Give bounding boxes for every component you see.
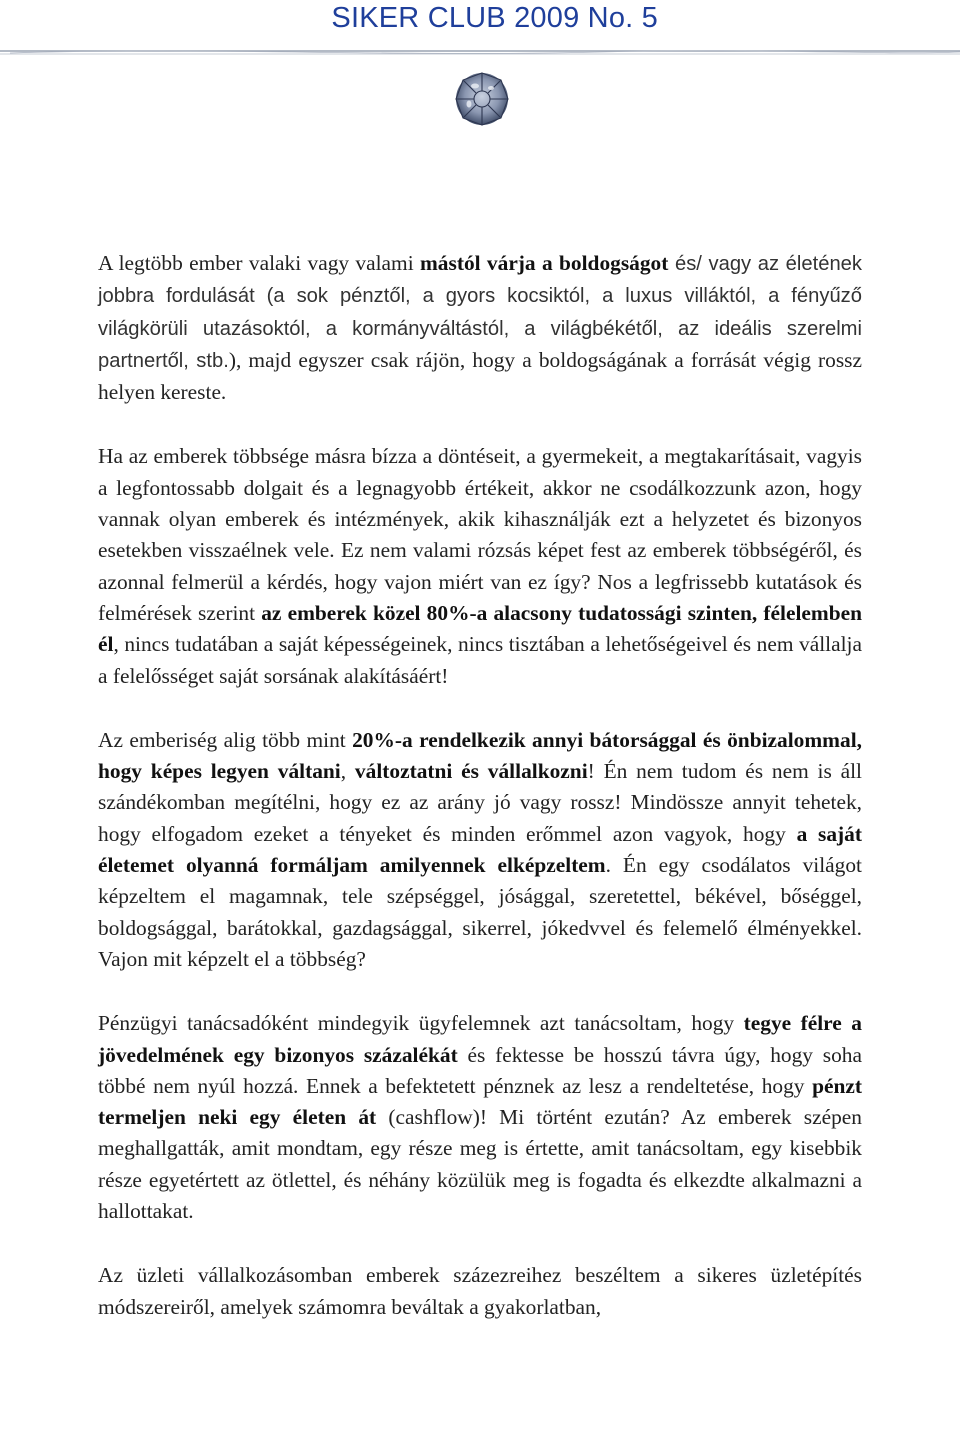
body-text: Az üzleti vállalkozásomban emberek százezreihez beszéltem a sikeres üzletépítés módszereiről, amelyek számomra beváltak a gyakorlatban,	[98, 1263, 862, 1319]
body-text: (cashflow)! Mi történt ezután? Az emberek szépen meghallgatták, amit mondtam, egy része meg is értette, amit tanácsoltam, egy kisebbik része egyetértett az ötlettel, és néhány közülük meg is fogadta és elkezdte alkalmazni a hallottakat.	[98, 1105, 862, 1224]
body-text: Pénzügyi tanácsadóként mindegyik ügyfelemnek azt tanácsoltam, hogy	[98, 1011, 744, 1036]
body-text: Az emberiség alig több mint	[98, 727, 353, 752]
body-text: és fektesse be hosszú távra úgy, hogy soha többé nem nyúl hozzá. Ennek a befektetett pénznek az lesz a rendeltetése, hogy	[98, 1042, 862, 1098]
paragraph-1	[98, 248, 862, 408]
body-text: . Én egy csodálatos világot képzeltem el magamnak, tele szépséggel, jósággal, szeretettel, békével, bőséggel, boldogsággal, barátokkal, gazdagsággal, sikerrel, jókedvvel és felemelő élményekkel. Vajon mit képzelt el a többség?	[98, 853, 862, 971]
emphasized-text: mástól várja a boldogságot	[419, 251, 669, 275]
body-text: , nincs tudatában a saját képességeinek, nincs tisztában a lehetőségeivel és nem vállalja a felelősséget saját sorsának alakításáért!	[98, 632, 862, 688]
article-body	[98, 248, 862, 1323]
emphasized-text: változtatni és vállalkozni	[354, 759, 588, 784]
body-text: és/ vagy az életének jobbra fordulását (a sok pénztől, a gyors kocsiktól, a luxus villáktól, a fényűző világkörüli utazásoktól, a kormányváltástól, a világbékétől, az ideális szerelmi partnertől, stb.	[98, 253, 863, 372]
paragraph-4	[98, 1008, 862, 1227]
body-text: ! Én nem tudom és nem is áll szándékomban megítélni, hogy ez az arány jó vagy rossz! Mindössze annyit tehetek, hogy elfogadom ezeket a tényeket és minden erőmmel azon vagyok, hogy	[98, 759, 863, 846]
paragraph-5	[98, 1260, 862, 1323]
emphasized-text: az emberek közel 80%-a alacsony tudatossági szinten, félelemben él	[98, 600, 862, 657]
emphasized-text: pénzt termeljen neki egy életen át	[98, 1073, 862, 1130]
emphasized-text: a saját életemet olyanná formáljam amilyennek elképzeltem	[98, 821, 862, 878]
page-header-title: SIKER CLUB 2009 No. 5	[331, 2, 658, 34]
paragraph-3	[98, 725, 862, 975]
emphasized-text: 20%-a rendelkezik annyi bátorsággal és önbizalommal, hogy képes legyen váltani	[98, 727, 862, 784]
body-text: ), majd egyszer csak rájön, hogy a boldogságának a forrását végig rossz helyen kereste.	[98, 347, 862, 405]
emphasized-text: tegye félre a jövedelmének egy bizonyos százalékát	[98, 1011, 862, 1067]
body-text: ,	[340, 759, 355, 784]
body-text: A legtöbb ember valaki vagy valami	[98, 251, 420, 275]
paragraph-2	[98, 441, 862, 691]
header-divider	[0, 42, 960, 62]
body-text: Ha az emberek többsége másra bízza a döntéseit, a gyermekeit, a megtakarításait, vagyis a legfontossabb dolgait és a legnagyobb értékeit, akkor ne csodálkozzunk azon, hogy vannak olyan emberek és intézmények, akik kihasználják ezt a helyzetet és bizonyos esetekben visszaélnek vele. Ez nem valami rózsás képet fest az emberek többségéről, és azonnal felmerül a kérdés, hogy vajon miért van ez így? Nos a legfrissebb kutatások és felmérések szerint	[98, 444, 862, 625]
crystal-emblem-icon	[453, 70, 511, 128]
